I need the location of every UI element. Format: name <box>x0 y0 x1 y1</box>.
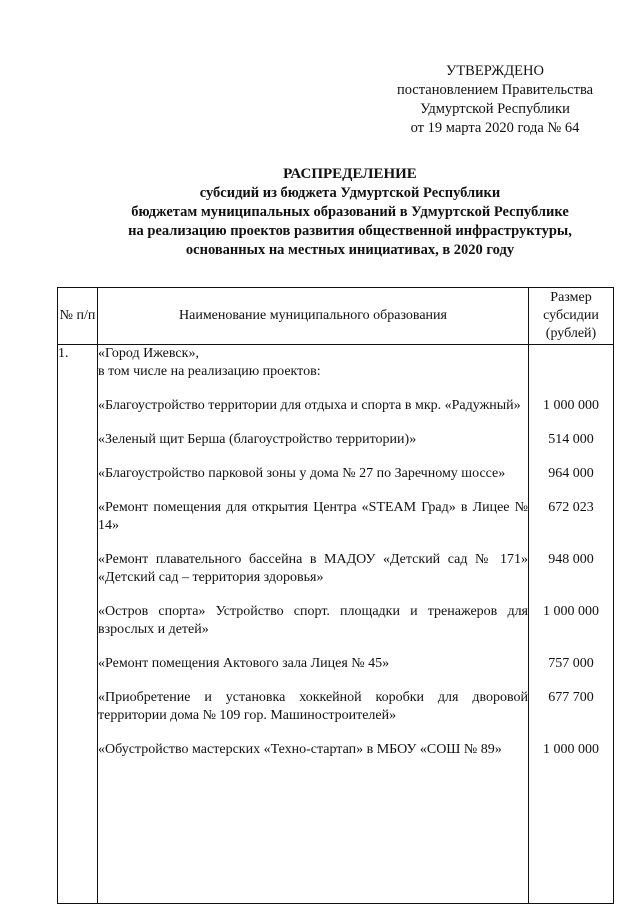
project-list <box>98 381 528 759</box>
approval-decree: постановлением Правительства <box>396 82 594 98</box>
row-number: 1. <box>58 345 98 904</box>
item-gap <box>98 673 528 689</box>
project-name: «Ремонт плавательного бассейна в МАДОУ «Детский сад № 171» «Детский сад – территория здоровья» <box>98 552 528 585</box>
title-main: РАСПРЕДЕЛЕНИЕ <box>283 166 417 182</box>
approval-label: УТВЕРЖДЕНО <box>446 63 544 79</box>
amount-spacer <box>529 345 613 381</box>
item-gap <box>98 535 528 551</box>
approval-region: Удмуртской Республики <box>420 101 570 117</box>
project-amount: 677 700 <box>548 690 594 705</box>
header-amount: Размер субсидии (рублей) <box>529 288 614 345</box>
project-amount: 514 000 <box>548 432 594 447</box>
title-line-3: бюджетам муниципальных образований в Удмуртской Республике <box>131 204 569 220</box>
item-gap <box>98 725 528 741</box>
project-name: «Благоустройство парковой зоны у дома № 27 по Заречному шоссе» <box>98 466 506 481</box>
distribution-table <box>57 287 614 904</box>
row-name-cell <box>98 345 529 904</box>
table-header-row <box>58 288 614 345</box>
project-amount: 1 000 000 <box>543 398 599 413</box>
project-amount: 948 000 <box>548 552 594 567</box>
title-line-2: субсидий из бюджета Удмуртской Республики <box>199 185 501 201</box>
approval-block <box>380 62 610 138</box>
project-name: «Ремонт помещения для открытия Центра «STEAM Град» в Лицее № 14» <box>98 500 528 533</box>
document-title <box>60 165 640 260</box>
item-gap <box>98 415 528 431</box>
project-amount: 672 023 <box>548 500 594 515</box>
header-num: № п/п <box>58 288 98 345</box>
title-line-4: на реализацию проектов развития общественной инфраструктуры, <box>128 223 572 239</box>
project-name: «Обустройство мастерских «Техно-стартап» в МБОУ «СОШ № 89» <box>98 742 502 757</box>
municipality-name: «Город Ижевск», <box>98 346 199 361</box>
row-amount-cell <box>529 345 614 904</box>
item-gap <box>98 639 528 655</box>
project-name: «Ремонт помещения Актового зала Лицея № 45» <box>98 656 390 671</box>
project-amount: 1 000 000 <box>543 742 599 757</box>
header-name: Наименование муниципального образования <box>98 288 529 345</box>
item-gap <box>98 483 528 499</box>
approval-date: от 19 марта 2020 года № 64 <box>410 120 580 136</box>
item-gap <box>98 587 528 603</box>
project-amount: 757 000 <box>548 656 594 671</box>
project-name: «Зеленый щит Берша (благоустройство территории)» <box>98 432 417 447</box>
project-amount: 1 000 000 <box>543 604 599 619</box>
municipality-subtitle: в том числе на реализацию проектов: <box>98 364 321 379</box>
item-gap <box>98 449 528 465</box>
project-amount: 964 000 <box>548 466 594 481</box>
title-line-5: основанных на местных инициативах, в 2020 году <box>185 242 515 258</box>
project-name: «Остров спорта» Устройство спорт. площадки и тренажеров для взрослых и детей» <box>98 604 528 637</box>
project-name: «Приобретение и установка хоккейной коробки для дворовой территории дома № 109 гор. Машиностроителей» <box>98 690 528 723</box>
project-name: «Благоустройство территории для отдыха и спорта в мкр. «Радужный» <box>98 398 521 413</box>
item-gap <box>98 381 528 397</box>
table-row <box>58 345 614 904</box>
